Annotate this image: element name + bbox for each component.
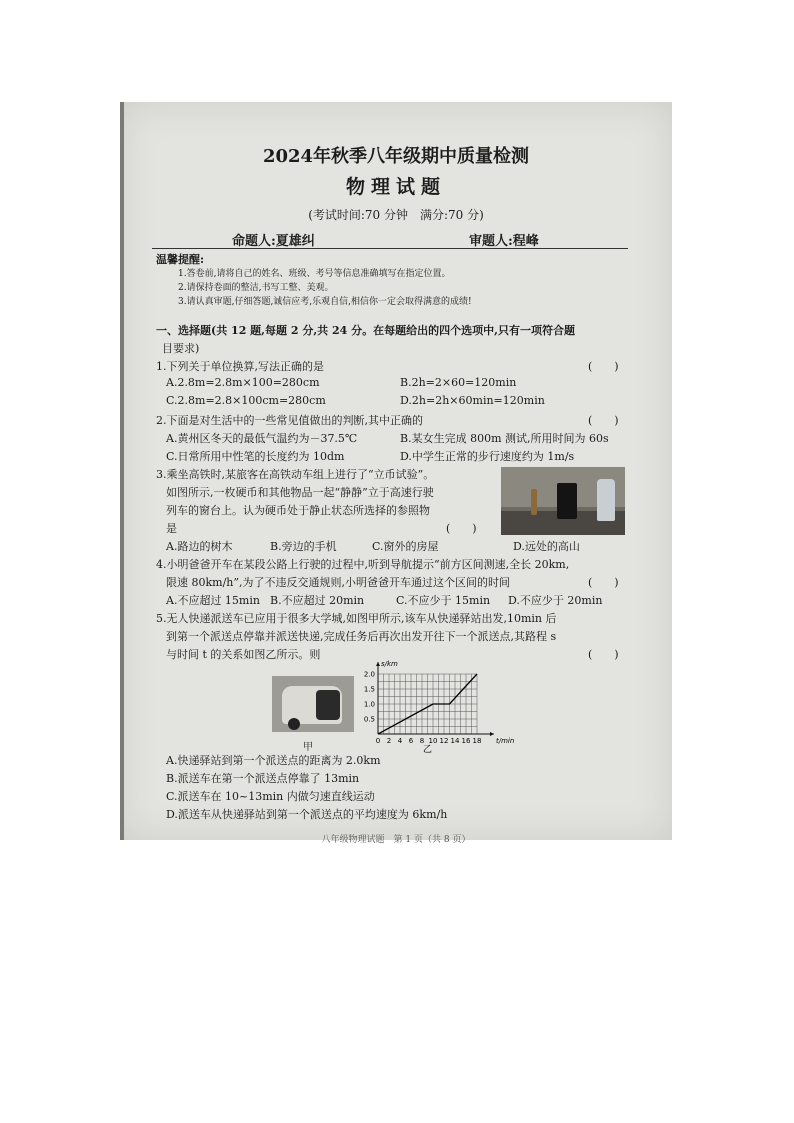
tip-item: 2.请保持卷面的整洁,书写工整、美观。 (178, 283, 334, 293)
exam-time-and-score: (考试时间:70 分钟 满分:70 分) (308, 208, 484, 222)
x-tick-label: 18 (472, 737, 482, 745)
y-axis-arrow (376, 662, 380, 666)
x-tick-label: 2 (386, 737, 392, 745)
tip-item: 3.请认真审题,仔细答题,诚信应考,乐观自信,相信你一定会取得满意的成绩! (178, 297, 472, 307)
chart-grid (378, 674, 477, 734)
question-setter: 命题人:夏雄纠 (232, 234, 315, 249)
question-5-stem-line: 与时间 t 的关系如图乙所示。则 (166, 648, 321, 661)
vehicle-wheel (288, 718, 300, 730)
question-2-option-b: B.某女生完成 800m 测试,所用时间为 60s (400, 432, 609, 445)
question-4-option-b: B.不应超过 20min (270, 594, 365, 607)
question-2-option-c: C.日常所用中性笔的长度约为 10dm (166, 450, 345, 463)
question-3-stem-line: 如图所示,一枚硬币和其他物品一起“静静”立于高速行驶 (166, 486, 434, 499)
x-tick-label: 8 (419, 737, 425, 745)
question-3-stem-line: 3.乘坐高铁时,某旅客在高铁动车组上进行了“立币试验”。 (156, 468, 435, 481)
question-4-option-d: D.不应少于 20min (508, 594, 603, 607)
question-3-stem-line: 列车的窗台上。认为硬币处于静止状态所选择的参照物 (166, 504, 430, 517)
y-tick-label: 0.5 (363, 715, 375, 724)
question-4-stem-line: 限速 80km/h”,为了不违反交通规则,小明爸爸开车通过这个区间的时间 (166, 576, 510, 589)
exam-paper (120, 102, 672, 845)
question-1-option-c: C.2.8m=2.8×100cm=280cm (166, 394, 326, 407)
water-bottle (597, 479, 615, 521)
question-3-option-b: B.旁边的手机 (270, 540, 337, 553)
question-2-stem: 2.下面是对生活中的一些常见值做出的判断,其中正确的 (156, 414, 423, 427)
question-3-option-c: C.窗外的房屋 (372, 540, 439, 553)
delivery-vehicle-photo (272, 676, 354, 732)
phone (557, 483, 577, 519)
question-1-option-d: D.2h=2h×60min=120min (400, 394, 545, 407)
question-2-option-d: D.中学生正常的步行速度约为 1m/s (400, 450, 575, 463)
question-2-option-a: A.黄州区冬天的最低气温约为－37.5℃ (166, 432, 358, 445)
x-tick-label: 16 (461, 737, 471, 745)
x-axis-label: t/min (496, 737, 515, 745)
coin-test-photo (501, 467, 625, 535)
figure-label-jia: 甲 (303, 742, 313, 753)
x-tick-label: 14 (450, 737, 460, 745)
x-tick-label: 4 (397, 737, 403, 745)
question-1-stem: 1.下列关于单位换算,写法正确的是 (156, 360, 324, 373)
question-5-option-b: B.派送车在第一个派送点停靠了 13min (166, 772, 360, 785)
question-1-option-b: B.2h=2×60=120min (400, 376, 517, 389)
x-axis-arrow (490, 732, 494, 736)
tip-item: 1.答卷前,请将自己的姓名、班级、考号等信息准确填写在指定位置。 (178, 269, 451, 279)
question-4-option-c: C.不应少于 15min (396, 594, 491, 607)
x-tick-label: 6 (408, 737, 414, 745)
question-1-option-a: A.2.8m=2.8m×100=280cm (166, 376, 320, 389)
page-footer: 八年级物理试题 第 1 页（共 8 页） (321, 835, 471, 845)
question-5-option-c: C.派送车在 10~13min 内做匀速直线运动 (166, 790, 375, 803)
x-tick-label: 12 (439, 737, 449, 745)
header-divider (152, 248, 628, 249)
section-heading: 一、选择题(共 12 题,每题 2 分,共 24 分。在每题给出的四个选项中,只有一项符合题 (156, 324, 575, 337)
question-5-option-a: A.快递驿站到第一个派送点的距离为 2.0km (166, 754, 381, 767)
question-reviewer: 审题人:程峰 (469, 234, 539, 249)
answer-blank: ( ) (588, 576, 619, 589)
exam-title: 2024年秋季八年级期中质量检测 (262, 146, 530, 167)
y-tick-label: 1.0 (363, 700, 375, 709)
standing-coin (531, 489, 537, 515)
y-tick-label: 2.0 (363, 670, 375, 679)
figure-label-yi: 乙 (422, 745, 433, 755)
question-5-stem-line: 5.无人快递派送车已应用于很多大学城,如图甲所示,该车从快递驿站出发,10min 后 (156, 612, 557, 625)
answer-blank: ( ) (588, 360, 619, 373)
question-4-stem-line: 4.小明爸爸开车在某段公路上行驶的过程中,听到导航提示“前方区间测速,全长 20km, (156, 558, 570, 571)
question-4-option-a: A.不应超过 15min (166, 594, 260, 607)
y-axis-label: s/km (381, 660, 398, 668)
section-heading-cont: 目要求) (162, 342, 200, 355)
question-5-option-d: D.派送车从快递驿站到第一个派送点的平均速度为 6km/h (166, 808, 448, 821)
exam-subtitle: 物理试题 (345, 176, 446, 198)
question-3-option-d: D.远处的高山 (513, 540, 580, 553)
question-3-stem-line: 是 (166, 522, 177, 535)
x-tick-label: 10 (428, 737, 438, 745)
tips-heading: 温馨提醒: (156, 253, 205, 266)
question-3-option-a: A.路边的树木 (166, 540, 233, 553)
distance-time-chart (358, 656, 515, 755)
y-tick-label: 1.5 (363, 685, 375, 694)
x-tick-label: 0 (375, 737, 381, 745)
question-5-stem-line: 到第一个派送点停靠并派送快递,完成任务后再次出发开往下一个派送点,其路程 s (166, 630, 557, 643)
vehicle-front (316, 690, 340, 720)
answer-blank: ( ) (588, 414, 619, 427)
answer-blank: ( ) (588, 648, 619, 661)
answer-blank: ( ) (446, 522, 477, 535)
